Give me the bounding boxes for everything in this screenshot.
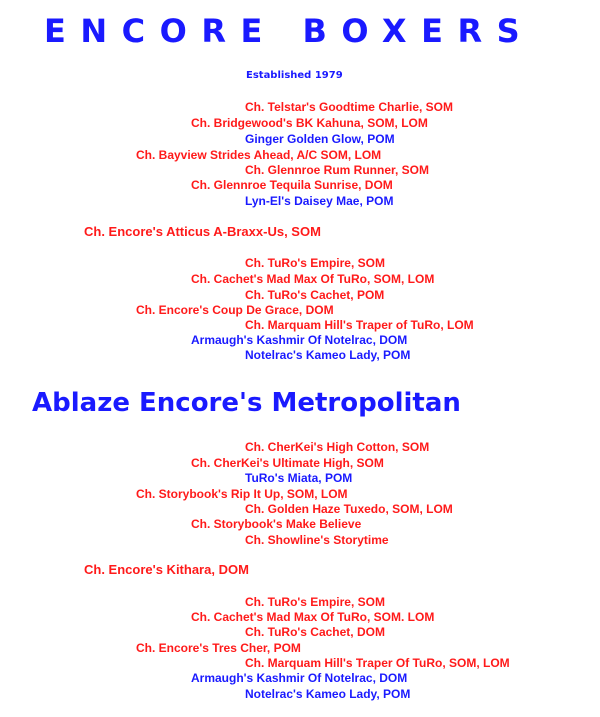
pedigree-entry: Ch. CherKei's Ultimate High, SOM xyxy=(191,456,384,470)
pedigree-entry: Ch. Encore's Tres Cher, POM xyxy=(136,641,301,655)
dog-name: Ch. Encore's Kithara, DOM xyxy=(84,562,249,577)
pedigree-entry: TuRo's Miata, POM xyxy=(245,471,353,485)
pedigree-entry: Ch. TuRo's Cachet, DOM xyxy=(245,625,385,639)
pedigree-entry: Armaugh's Kashmir Of Notelrac, DOM xyxy=(191,333,408,347)
pedigree-entry: Ch. Encore's Coup De Grace, DOM xyxy=(136,303,334,317)
pedigree-entry: Armaugh's Kashmir Of Notelrac, DOM xyxy=(191,671,408,685)
pedigree-entry: Ch. Marquam Hill's Traper of TuRo, LOM xyxy=(245,318,474,332)
pedigree-entry: Ch. Storybook's Rip It Up, SOM, LOM xyxy=(136,487,348,501)
pedigree-entry: Ch. Cachet's Mad Max Of TuRo, SOM. LOM xyxy=(191,610,435,624)
pedigree-entry: Ginger Golden Glow, POM xyxy=(245,132,395,146)
established-note: Established 1979 xyxy=(246,70,343,81)
dog-name: Ch. Encore's Atticus A-Braxx-Us, SOM xyxy=(84,224,321,239)
pedigree-entry: Notelrac's Kameo Lady, POM xyxy=(245,687,411,701)
pedigree-entry: Lyn-El's Daisey Mae, POM xyxy=(245,194,394,208)
pedigree-entry: Ch. TuRo's Empire, SOM xyxy=(245,256,385,270)
pedigree-entry: Ch. Marquam Hill's Traper Of TuRo, SOM, LOM xyxy=(245,656,510,670)
pedigree-entry: Ch. TuRo's Empire, SOM xyxy=(245,595,385,609)
pedigree-entry: Ch. CherKei's High Cotton, SOM xyxy=(245,440,430,454)
pedigree-entry: Ch. Cachet's Mad Max Of TuRo, SOM, LOM xyxy=(191,272,435,286)
pedigree-entry: Ch. TuRo's Cachet, POM xyxy=(245,288,385,302)
pedigree-entry: Ch. Glennroe Rum Runner, SOM xyxy=(245,163,430,177)
page-title: ENCORE BOXERS xyxy=(44,12,535,50)
pedigree-entry: Ch. Showline's Storytime xyxy=(245,533,389,547)
pedigree-entry: Ch. Bayview Strides Ahead, A/C SOM, LOM xyxy=(136,148,382,162)
featured-dog-name: Ablaze Encore's Metropolitan xyxy=(32,388,461,418)
pedigree-entry: Notelrac's Kameo Lady, POM xyxy=(245,348,411,362)
pedigree-entry: Ch. Bridgewood's BK Kahuna, SOM, LOM xyxy=(191,116,428,130)
pedigree-entry: Ch. Golden Haze Tuxedo, SOM, LOM xyxy=(245,502,453,516)
pedigree-entry: Ch. Storybook's Make Believe xyxy=(191,517,362,531)
pedigree-entry: Ch. Glennroe Tequila Sunrise, DOM xyxy=(191,178,393,192)
pedigree-entry: Ch. Telstar's Goodtime Charlie, SOM xyxy=(245,100,454,114)
